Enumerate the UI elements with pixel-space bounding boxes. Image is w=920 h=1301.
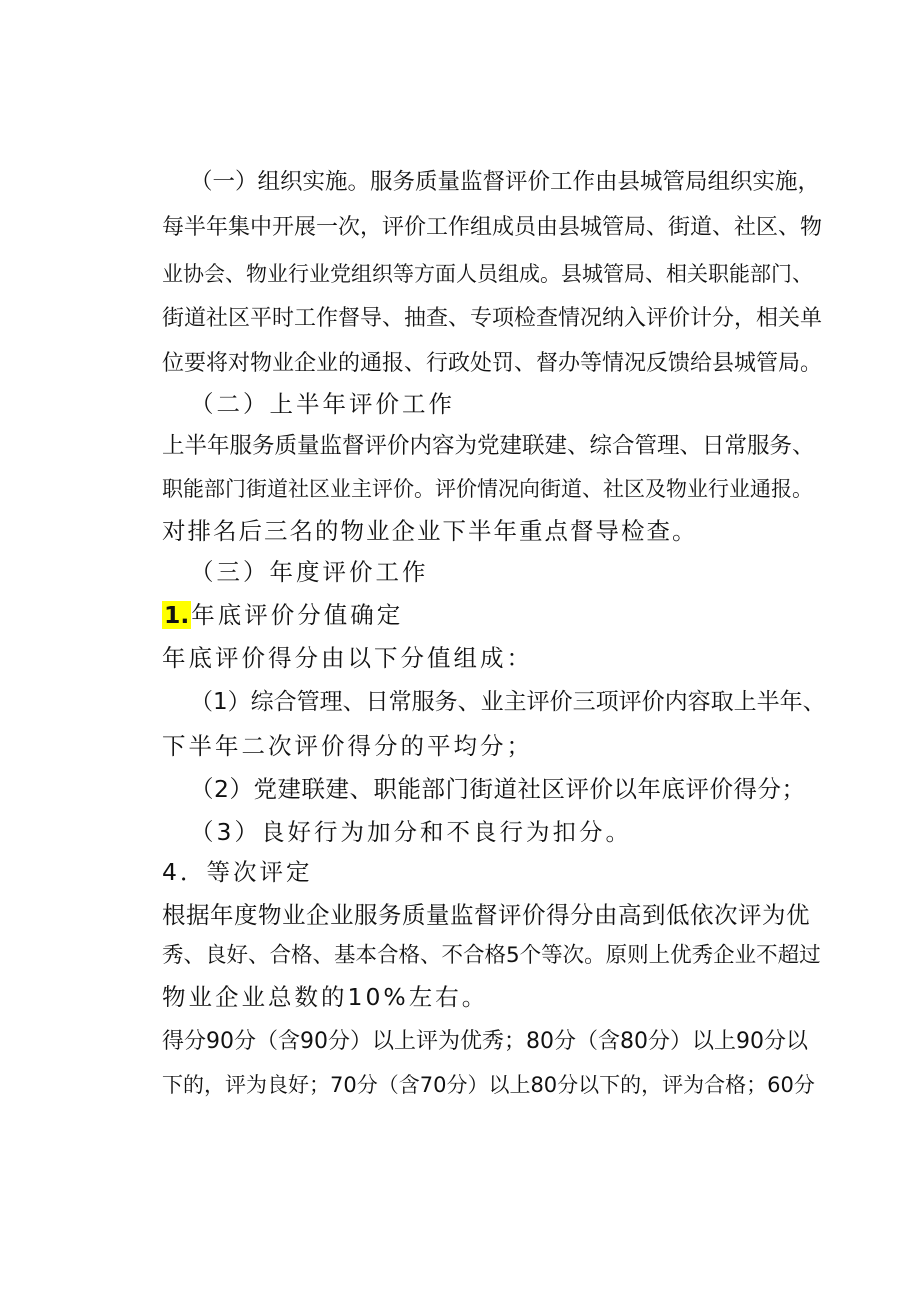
item4-heading: 4．等次评定: [162, 858, 313, 886]
item1-heading: [162, 593, 562, 637]
sub-line-2: 下半年二次评价得分的平均分；: [162, 732, 533, 760]
grading-line-2: 秀、良好、合格、基本合格、不合格5个等次。原则上优秀企业不超过: [162, 943, 821, 968]
score-line-1: 得分90分（含90分）以上评为优秀；80分（含80分）以上90分以: [162, 1029, 808, 1054]
sub-line-4: （3）良好行为加分和不良行为扣分。: [190, 818, 632, 846]
section1-line-1: （一）组织实施。服务质量监督评价工作由县城管局组织实施，: [190, 169, 821, 195]
item1-number-highlight: 1.: [164, 601, 190, 629]
item1-title: 年底评价分值确定: [191, 601, 404, 629]
section1-line-4: 街道社区平时工作督导、抽查、专项检查情况纳入评价计分，相关单: [162, 306, 823, 331]
section1-line-2: 每半年集中开展一次，评价工作组成员由县城管局、街道、社区、物: [162, 215, 823, 240]
section1-line-5: 位要将对物业企业的通报、行政处罚、督办等情况反馈给县城管局。: [162, 351, 823, 376]
section1-line-3: 业协会、物业行业党组织等方面人员组成。县城管局、相关职能部门、: [162, 262, 813, 286]
section2-line-2: 职能部门街道社区业主评价。评价情况向街道、社区及物业行业通报。: [162, 477, 813, 501]
grading-line-3: 物业企业总数的10%左右。: [162, 983, 489, 1011]
grading-line-1: 根据年度物业企业服务质量监督评价得分由高到低依次评为优: [162, 901, 810, 929]
sub-line-1: （1）综合管理、日常服务、业主评价三项评价内容取上半年、: [190, 689, 826, 715]
section2-line-3: 对排名后三名的物业企业下半年重点督导检查。: [162, 517, 698, 545]
sub-line-3: （2）党建联建、职能部门街道社区评价以年底评价得分；: [190, 775, 806, 803]
score-line-2: 下的，评为良好；70分（含70分）以上80分以下的，评为合格；60分: [162, 1073, 815, 1097]
item1-intro: 年底评价得分由以下分值组成：: [162, 644, 533, 672]
section2-heading: （二）上半年评价工作: [190, 390, 455, 418]
section2-line-1: 上半年服务质量监督评价内容为党建联建、综合管理、日常服务、: [162, 433, 815, 459]
section3-heading: （三）年度评价工作: [190, 558, 429, 586]
